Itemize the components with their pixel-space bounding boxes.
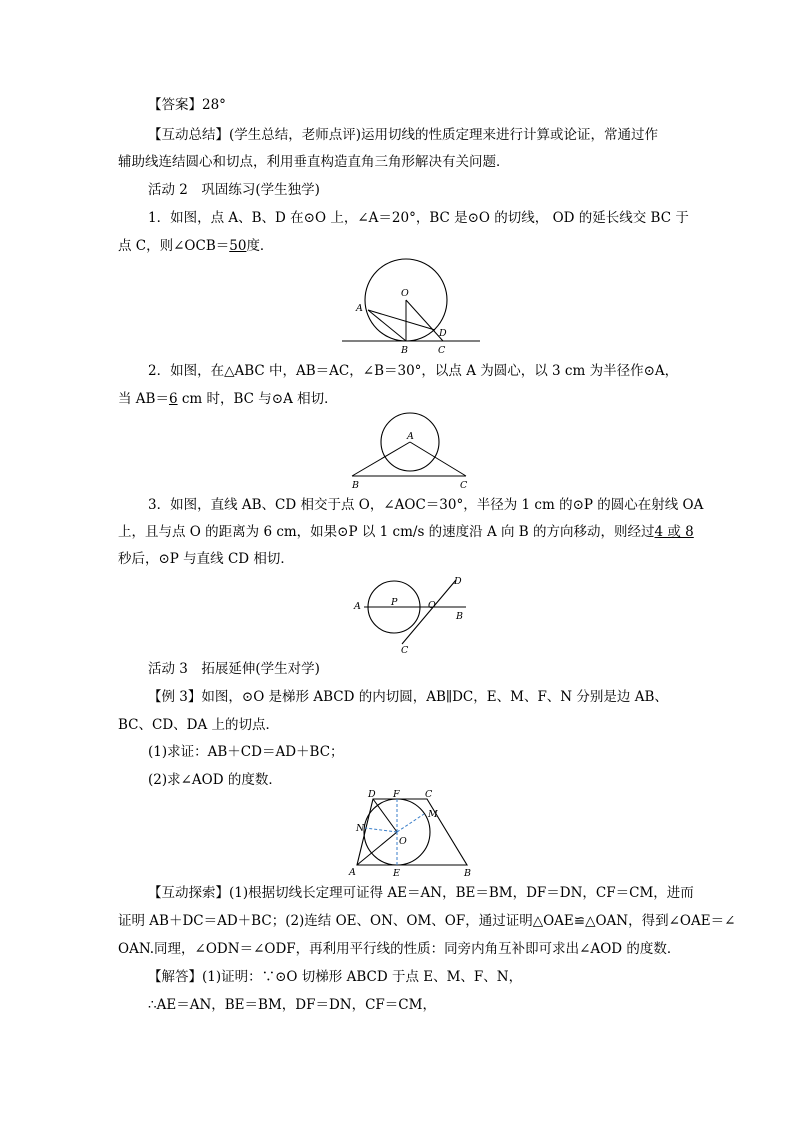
figure-1 xyxy=(340,258,480,358)
figure-2 xyxy=(348,414,473,490)
question-1-line-2 xyxy=(118,237,273,255)
question-2-text-b: cm 时，BC 与⊙A 相切． xyxy=(177,391,338,407)
fig3-line-cd xyxy=(402,580,456,644)
fig4-dashed-on xyxy=(365,828,397,832)
fig4-label-c: C xyxy=(425,789,433,800)
fig4-segment-od xyxy=(373,799,397,832)
question-1-text-a: 点 C，则∠OCB＝ xyxy=(118,238,230,254)
question-3-answer: 4 或 8 xyxy=(654,524,694,540)
solution-line-1: 【解答】(1)证明：∵⊙O 切梯形 ABCD 于点 E、M、F、N， xyxy=(148,969,523,985)
fig1-segment-ad xyxy=(368,310,435,330)
question-2-answer: 6 xyxy=(168,391,178,407)
fig1-segment-oc xyxy=(406,300,443,341)
question-2-text-a: 当 AB＝ xyxy=(118,391,169,407)
question-3-line-2 xyxy=(118,523,694,541)
fig3-label-b: B xyxy=(456,611,463,622)
question-2-line-1: 2．如图，在△ABC 中，AB＝AC，∠B＝30°，以点 A 为圆心，以 3 cm 为半径作⊙A， xyxy=(148,363,679,379)
figure-3 xyxy=(352,572,472,656)
fig2-label-c: C xyxy=(460,480,468,491)
fig4-label-e: E xyxy=(393,868,400,879)
fig4-label-b: B xyxy=(464,868,471,879)
summary-line-2: 辅助线连结圆心和切点，利用垂直构造直角三角形解决有关问题． xyxy=(118,154,510,170)
fig4-label-m: M xyxy=(428,809,438,820)
question-3-text-a: 上，且与点 O 的距离为 6 cm，如果⊙P 以 1 cm/s 的速度沿 A 向 B 的方向移动，则经过 xyxy=(118,524,655,540)
fig1-label-d: D xyxy=(439,328,447,339)
exploration-line-1: 【互动探索】(1)根据切线长定理可证得 AE＝AN，BE＝BM，DF＝DN，CF＝CM，进而 xyxy=(148,885,694,901)
fig4-segment-oa xyxy=(357,832,397,865)
fig3-label-o: O xyxy=(428,600,436,611)
fig3-label-c: C xyxy=(401,645,409,656)
fig3-label-d: D xyxy=(454,576,462,587)
question-1-answer: 50 xyxy=(229,238,247,254)
solution-line-2: ∴AE＝AN，BE＝BM，DF＝DN，CF＝CM， xyxy=(148,997,436,1013)
fig4-label-n: N xyxy=(356,823,365,834)
question-1-text-b: 度． xyxy=(246,238,274,254)
fig4-label-f: F xyxy=(393,789,400,800)
example-3-part-1: (1)求证：AB＋CD＝AD＋BC； xyxy=(148,744,344,760)
fig4-label-d: D xyxy=(368,789,376,800)
figure-4 xyxy=(345,789,475,882)
question-2-line-2 xyxy=(118,390,338,408)
summary-line-1: 【互动总结】(学生总结，老师点评)运用切线的性质定理来进行计算或论证，常通过作 xyxy=(148,127,659,143)
example-3-part-2: (2)求∠AOD 的度数． xyxy=(148,772,282,788)
fig3-label-p: P xyxy=(391,597,398,608)
fig1-label-b: B xyxy=(401,345,408,356)
fig1-label-c: C xyxy=(438,345,446,356)
fig1-label-o: O xyxy=(401,288,409,299)
exploration-line-3: OAN.同理，∠ODN＝∠ODF，再利用平行线的性质：同旁内角互补即可求出∠AOD 的度数． xyxy=(118,941,681,957)
fig3-label-a: A xyxy=(354,601,361,612)
fig1-label-a: A xyxy=(356,303,363,314)
fig4-dashed-om xyxy=(397,814,424,832)
example-3-line-2: BC、CD、DA 上的切点． xyxy=(118,717,280,733)
fig4-label-o: O xyxy=(399,836,407,847)
activity-3-heading: 活动 3 拓展延伸(学生对学) xyxy=(148,661,320,677)
exploration-line-2: 证明 AB＋DC＝AD＋BC；(2)连结 OE、ON、OM、OF，通过证明△OAE≌△OAN，得到∠OAE＝∠ xyxy=(118,913,736,929)
fig2-label-a: A xyxy=(407,431,414,442)
fig4-label-a: A xyxy=(349,867,356,878)
answer-line: 【答案】28° xyxy=(148,97,226,113)
activity-2-heading: 活动 2 巩固练习(学生独学) xyxy=(148,182,320,198)
question-3-line-3: 秒后，⊙P 与直线 CD 相切． xyxy=(118,551,294,567)
question-3-line-1: 3．如图，直线 AB、CD 相交于点 O，∠AOC＝30°，半径为 1 cm 的⊙P 的圆心在射线 OA xyxy=(148,497,704,513)
fig2-label-b: B xyxy=(352,480,359,491)
example-3-line-1: 【例 3】如图，⊙O 是梯形 ABCD 的内切圆，AB∥DC，E、M、F、N 分别是边 AB、 xyxy=(148,689,668,705)
question-1-line-1: 1．如图，点 A、B、D 在⊙O 上，∠A＝20°，BC 是⊙O 的切线， OD 的延长线交 BC 于 xyxy=(148,210,689,226)
